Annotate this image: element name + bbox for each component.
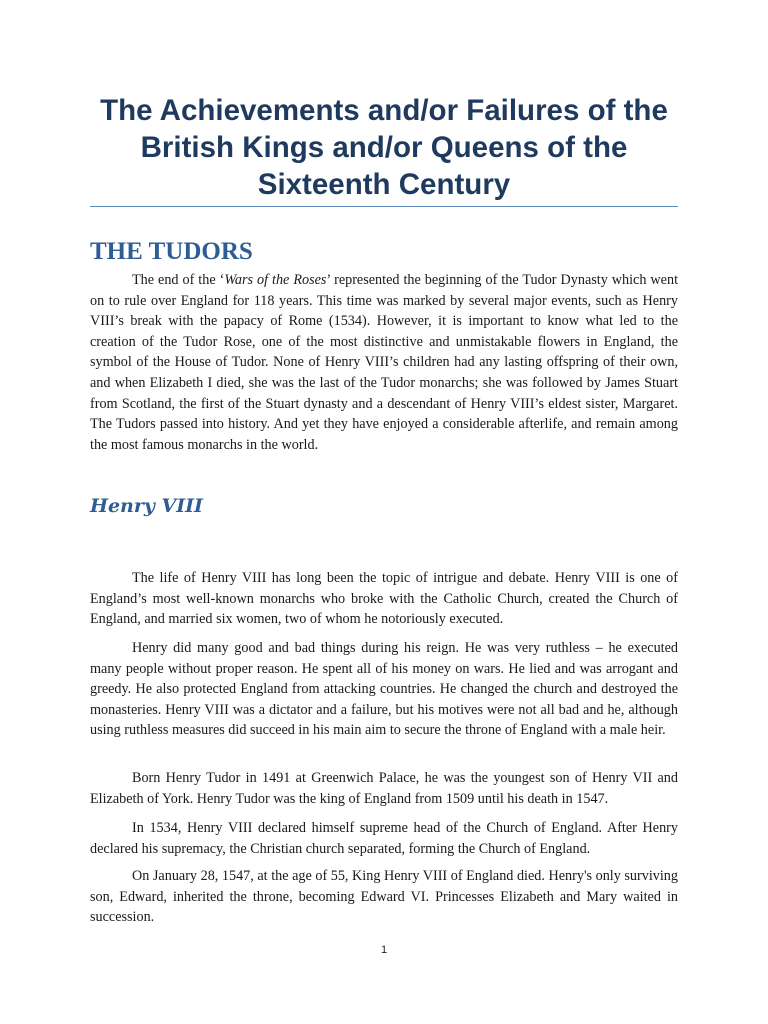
body-paragraph-1: The life of Henry VIII has long been the topic of intrigue and debate. Henry VIII is one of England’s most well-known monarchs who broke with the Catholic Church, created the Church of England, and married six women, two of whom he notoriously executed. — [90, 570, 678, 628]
document-page — [90, 0, 678, 1024]
title-divider — [90, 206, 678, 207]
intro-italic-title: Wars of the Roses — [224, 272, 327, 288]
body-paragraph-4: In 1534, Henry VIII declared himself supreme head of the Church of England. After Henry declared his supremacy, the Christian church separated, forming the Church of England. — [90, 820, 678, 857]
document-title: The Achievements and/or Failures of the British Kings and/or Queens of the Sixteenth Century — [100, 94, 668, 201]
intro-text-start: The end of the ‘ — [132, 272, 225, 288]
page-number: 1 — [380, 944, 388, 956]
section-heading-tudors: THE TUDORS — [90, 238, 253, 265]
intro-paragraph — [90, 270, 678, 455]
body-paragraph-3: Born Henry Tudor in 1491 at Greenwich Palace, he was the youngest son of Henry VII and Elizabeth of York. Henry Tudor was the king of England from 1509 until his death in 1547. — [90, 770, 678, 807]
subheading-henry-viii: Henry VIII — [90, 495, 203, 517]
intro-text-rest: ’ represented the beginning of the Tudor Dynasty which went on to rule over England for 118 years. This time was marked by several major events, such as Henry VIII’s break with the papacy of Rome (1534). However, it is important to know what led to the creation of the Tudor Rose, one of the most distinctive and unmistakable flowers in England, the symbol of the House of Tudor. None of Henry VIII’s children had any lasting offspring of their own, and when Elizabeth I died, she was the last of the Tudor monarchs; she was followed by James Stuart from Scotland, the first of the Stuart dynasty and a descendant of Henry VIII’s eldest sister, Margaret. The Tudors passed into history. And yet they have enjoyed a considerable afterlife, and remain among the most famous monarchs in the world. — [90, 272, 679, 453]
body-paragraph-5: On January 28, 1547, at the age of 55, King Henry VIII of England died. Henry's only surviving son, Edward, inherited the throne, becoming Edward VI. Princesses Elizabeth and Mary waited in succession. — [90, 868, 678, 926]
body-paragraph-2: Henry did many good and bad things during his reign. He was very ruthless – he executed many people without proper reason. He spent all of his money on wars. He lied and was arrogant and greedy. He also protected England from attacking countries. He changed the church and destroyed the monasteries. Henry VIII was a dictator and a failure, but his motives were not all bad and he, although using ruthless measures did succeed in his main aim to secure the throne of England with a male heir. — [90, 640, 678, 739]
